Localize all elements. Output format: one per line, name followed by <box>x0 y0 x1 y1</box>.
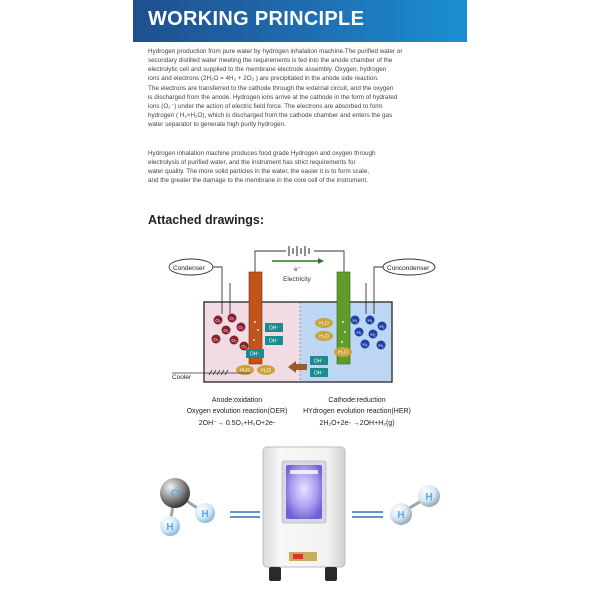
svg-text:OH⁻: OH⁻ <box>268 325 280 332</box>
svg-text:H₂: H₂ <box>378 342 384 348</box>
svg-text:OH⁻: OH⁻ <box>313 370 325 377</box>
machine-wheel <box>269 567 281 581</box>
water-oval <box>236 365 254 375</box>
paragraph-line: ions (O₂⁻) under the action of electric field force. The electrons are absorbed to form <box>148 102 383 110</box>
water-oval <box>257 365 275 375</box>
oxygen-molecule <box>222 326 231 335</box>
anode-equation: 2OH⁻→ 0.5O₂+H₂O+2e- <box>198 420 276 427</box>
equals-left <box>230 512 260 517</box>
hydrogen-gas-molecule-graphic <box>390 485 440 525</box>
reaction-captions <box>187 397 411 427</box>
machine-wheel <box>325 567 337 581</box>
oxygen-molecule <box>228 314 237 323</box>
hydroxide-box <box>246 349 264 358</box>
svg-text:O₂: O₂ <box>215 317 221 323</box>
paragraph-line: Hydrogen production from pure water by hydrogen inhalation machine.The purified water or <box>148 48 403 55</box>
svg-text:H₂O: H₂O <box>240 368 250 374</box>
svg-text:O: O <box>170 488 180 500</box>
electron-label: e⁻ <box>294 266 302 273</box>
oxygen-molecule <box>212 335 221 344</box>
oxygen-molecule <box>214 316 223 325</box>
svg-text:H₂: H₂ <box>370 331 376 337</box>
hydrogen-molecule <box>378 322 387 331</box>
hydrogen-molecule <box>355 328 364 337</box>
svg-text:H₂: H₂ <box>367 317 373 323</box>
hydrogen-molecule <box>366 316 375 325</box>
svg-text:H: H <box>201 509 209 520</box>
svg-text:H₂: H₂ <box>362 341 368 347</box>
svg-text:H: H <box>166 522 174 533</box>
anode-reaction-name: Oxygen evolution reaction(OER) <box>186 408 288 415</box>
svg-text:O₂: O₂ <box>241 343 247 349</box>
hydrogen-molecule <box>369 330 378 339</box>
svg-text:H₂O: H₂O <box>319 321 329 327</box>
paragraph-line: and the greater the damage to the membrane in the core cell of the instrument. <box>148 177 368 185</box>
hydroxide-box <box>310 356 328 365</box>
svg-text:H₂: H₂ <box>379 323 385 329</box>
svg-text:OH⁻: OH⁻ <box>313 358 325 365</box>
paragraph-line: electrolytic cell and supplied to the membrane electrode assembly. Oxygen, hydrogen <box>148 66 387 74</box>
page-title: WORKING PRINCIPLE <box>148 8 365 30</box>
paragraph-line: is discharged from the anode. Hydrogen ions arrive at the cathode in the form of hydrated <box>148 93 398 101</box>
cathode-reaction-name: HYdrogen evolution reaction(HER) <box>303 408 411 415</box>
svg-text:H: H <box>425 492 433 503</box>
left-condenser-label: Condenser <box>173 265 205 272</box>
svg-text:O₂: O₂ <box>238 324 244 330</box>
svg-text:O₂: O₂ <box>231 337 237 343</box>
right-condenser-label: Concondenser <box>387 265 430 272</box>
water-oval <box>315 318 333 328</box>
oxygen-molecule <box>237 323 246 332</box>
water-molecule-graphic <box>160 478 215 536</box>
cathode-title: Cathode:reduction <box>328 397 386 404</box>
svg-text:H₂O: H₂O <box>338 350 348 356</box>
attached-drawings-heading: Attached drawings: <box>148 213 264 227</box>
paragraph-line: water separator to generate high purity hydrogen. <box>148 121 286 129</box>
hydrogen-machine <box>263 447 345 581</box>
anode-title: Anode:oxidation <box>211 397 263 404</box>
equals-right <box>352 512 383 517</box>
svg-text:H₂: H₂ <box>356 329 362 335</box>
hydrogen-molecule <box>351 316 360 325</box>
hydrogen-molecule <box>361 340 370 349</box>
hydroxide-box <box>310 368 328 377</box>
svg-text:H: H <box>397 510 405 521</box>
svg-text:H₂: H₂ <box>352 317 358 323</box>
paragraph-line: secondary distilled water meeting the requirements is fed into the anode chamber of the <box>148 57 393 65</box>
water-oval <box>315 331 333 341</box>
paragraph-line: water quality. The more solid particles in the water, the easier it is to form scale, <box>148 168 369 176</box>
battery-icon <box>289 246 309 256</box>
hydrogen-molecule <box>377 341 386 350</box>
electron-arrow <box>272 258 324 264</box>
paragraph-line: Hydrogen inhalation machine produces food grade Hydrogen and oxygen through <box>148 150 376 157</box>
svg-text:O₂: O₂ <box>213 336 219 342</box>
paragraph-line: ions and electrons (2H₂O = 4H₂ + 2O₂ ) are precipitated in the anode side reaction. <box>148 75 379 83</box>
paragraph-line: The electrons are transferred to the cathode through the external circuit, and the oxygen <box>148 84 394 92</box>
svg-text:O₂: O₂ <box>223 327 229 333</box>
hydroxide-box <box>265 323 283 332</box>
svg-text:H₂O: H₂O <box>261 368 271 374</box>
svg-text:O₂: O₂ <box>229 315 235 321</box>
svg-text:OH⁻: OH⁻ <box>268 338 280 345</box>
cathode-equation: 2H₂O+2e- →2OH+H₂(g) <box>319 420 395 427</box>
water-oval <box>334 347 352 357</box>
electricity-label: Electricity <box>283 276 311 283</box>
paragraph-line: hydrogen ( H₂×H₂O), which is discharged from the cathode chamber and enters the gas <box>148 112 393 120</box>
hydroxide-box <box>265 336 283 345</box>
cooler-label: Cooler <box>172 374 192 381</box>
svg-text:OH⁻: OH⁻ <box>249 351 261 358</box>
svg-text:H₂O: H₂O <box>319 334 329 340</box>
paragraph-line: electrolysis of purified water, and the instrument has strict requirements for <box>148 159 356 167</box>
oxygen-molecule <box>230 336 239 345</box>
